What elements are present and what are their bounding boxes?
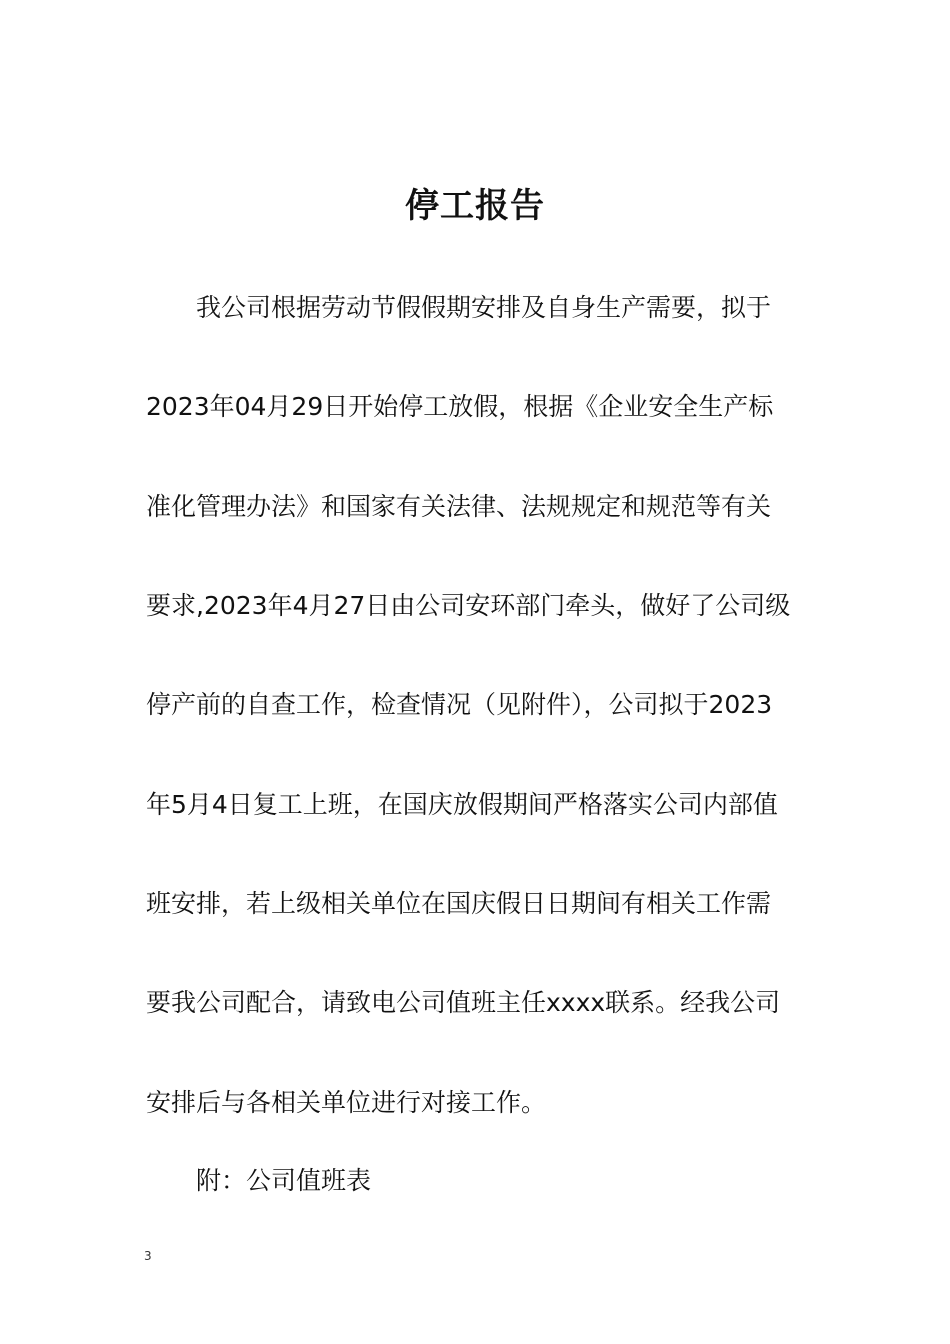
page-number: 3 [144, 1249, 152, 1263]
body-line-7: 班安排，若上级相关单位在国庆假日日期间有相关工作需 [146, 889, 772, 918]
body-line-2: 2023年04月29日开始停工放假，根据《企业安全生产标 [146, 392, 774, 421]
document-title: 停工报告 [405, 186, 545, 226]
body-line-9: 安排后与各相关单位进行对接工作。 [146, 1088, 547, 1117]
body-line-4: 要求,2023年4月27日由公司安环部门牵头，做好了公司级 [146, 591, 791, 620]
body-line-5: 停产前的自查工作，检查情况（见附件），公司拟于2023 [146, 690, 773, 719]
body-line-8: 要我公司配合，请致电公司值班主任xxxx联系。经我公司 [146, 988, 781, 1017]
body-line-1: 我公司根据劳动节假假期安排及自身生产需要，拟于 [196, 293, 772, 322]
body-line-3: 准化管理办法》和国家有关法律、法规规定和规范等有关 [146, 492, 772, 521]
body-line-6: 年5月4日复工上班，在国庆放假期间严格落实公司内部值 [146, 790, 778, 819]
attachment-line: 附：公司值班表 [196, 1166, 372, 1195]
